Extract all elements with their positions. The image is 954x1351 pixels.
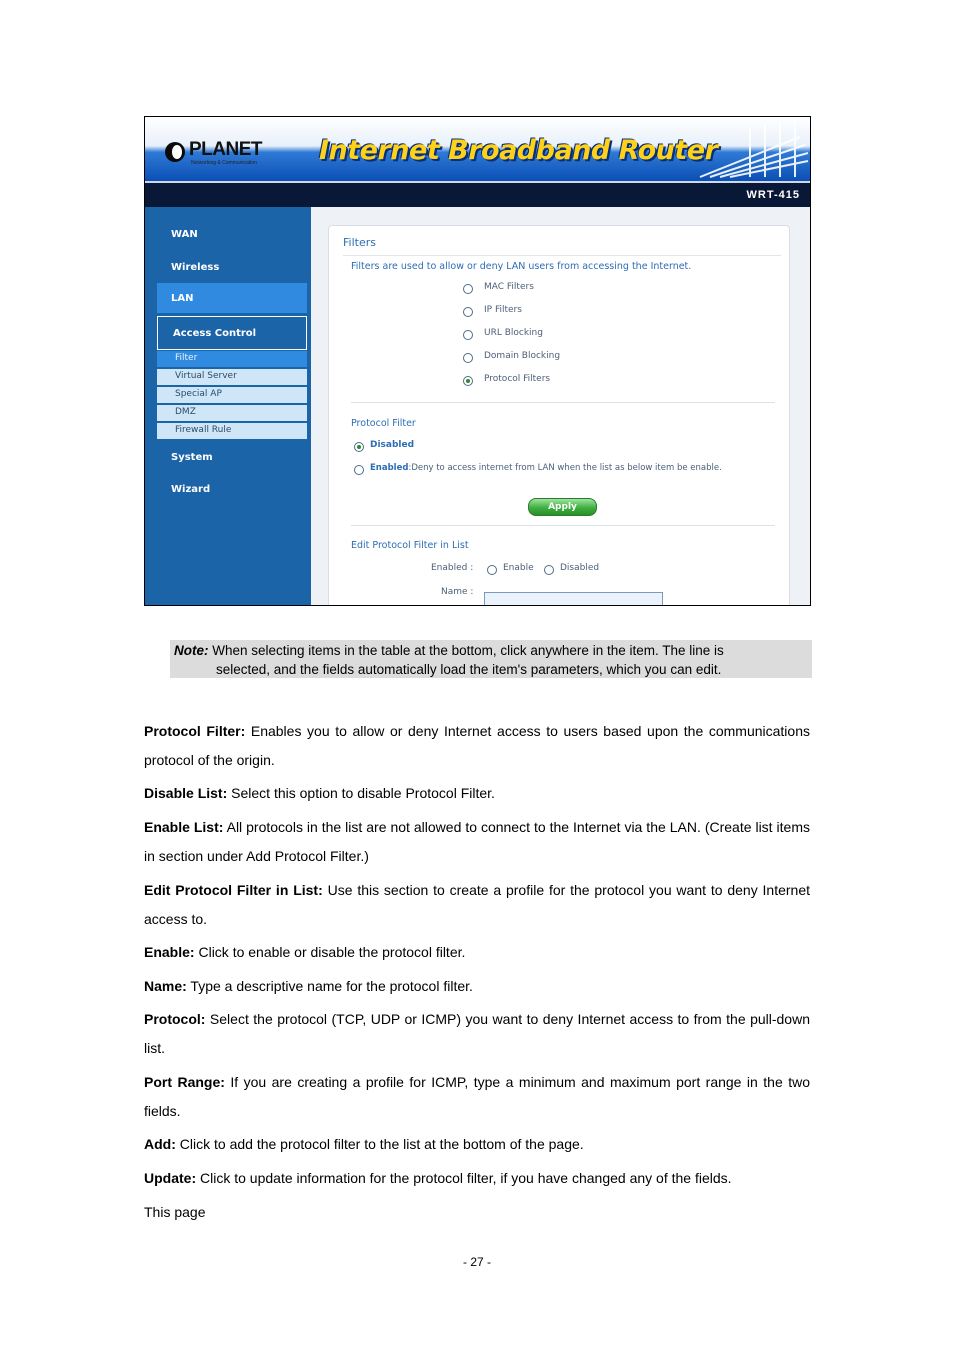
- section-divider: [351, 525, 775, 526]
- model-name: WRT-415: [746, 189, 800, 201]
- nav-wireless[interactable]: Wireless: [171, 262, 220, 273]
- sidebar: [145, 207, 311, 605]
- disabled-label: Disabled: [370, 440, 415, 450]
- nav-lan[interactable]: [157, 283, 307, 313]
- content-area: [311, 207, 810, 605]
- description: Click to update information for the protocol filter, if you have changed any of the fields.: [196, 1170, 732, 1186]
- note-text-1: When selecting items in the table at the bottom, click anywhere in the item. The line is: [208, 643, 724, 658]
- nav-lan-label: LAN: [171, 293, 194, 304]
- note-box: [170, 640, 812, 678]
- term: Add:: [144, 1136, 176, 1152]
- panel-title: Filters: [343, 236, 376, 249]
- radio-url-blocking[interactable]: [463, 330, 473, 340]
- paragraph-port-range: [144, 1068, 810, 1126]
- nav-access-control[interactable]: [157, 316, 307, 350]
- nav-sub-label: Virtual Server: [175, 371, 237, 381]
- note-line-2: selected, and the fields automatically load the item's parameters, which you can edit.: [216, 662, 722, 677]
- paragraph-protocol-filter: [144, 717, 810, 775]
- paragraph-disable-list: [144, 779, 810, 808]
- radio-enabled[interactable]: [354, 465, 364, 475]
- apply-button[interactable]: Apply: [528, 498, 597, 516]
- paragraph-enable-list: [144, 813, 810, 871]
- nav-sub-label: Special AP: [175, 389, 222, 399]
- nav-sub-virtual-server[interactable]: [157, 369, 307, 386]
- router-title: Internet Broadband Router: [319, 135, 718, 166]
- nav-access-control-label: Access Control: [173, 328, 257, 339]
- description: Select the protocol (TCP, UDP or ICMP) you want to deny Internet access to from the pull-down list.: [144, 1011, 810, 1056]
- option-protocol-filters: Protocol Filters: [484, 374, 551, 384]
- nav-system[interactable]: System: [171, 452, 213, 463]
- paragraph-update: [144, 1164, 810, 1193]
- paragraph-this-page: [144, 1198, 810, 1227]
- brand-name: PLANET: [189, 139, 262, 160]
- description: Enables you to allow or deny Internet access to users based upon the communications protocol of the origin.: [144, 723, 810, 768]
- nav-sub-special-ap[interactable]: [157, 387, 307, 404]
- description: Select this option to disable Protocol Filter.: [227, 785, 495, 801]
- router-banner: [145, 117, 810, 181]
- term: Edit Protocol Filter in List:: [144, 882, 323, 898]
- radio-mac-filters[interactable]: [463, 284, 473, 294]
- enabled-description: :Deny to access internet from LAN when the list as below item be enable.: [408, 463, 722, 473]
- description: If you are creating a profile for ICMP, type a minimum and maximum port range in the two fields.: [144, 1074, 810, 1119]
- term: Update:: [144, 1170, 197, 1186]
- option-domain-blocking: Domain Blocking: [484, 351, 561, 361]
- term: Enable:: [144, 944, 195, 960]
- note-label: Note:: [174, 643, 209, 658]
- paragraph-enable: [144, 938, 810, 967]
- building-graphic-icon: [690, 117, 810, 181]
- description: All protocols in the list are not allowed to connect to the Internet via the LAN. (Create list items in section under Add Protocol Filter.): [144, 819, 810, 864]
- option-url-blocking: URL Blocking: [484, 328, 543, 338]
- brand-subtitle: Networking & Communication: [191, 160, 257, 166]
- radio-domain-blocking[interactable]: [463, 353, 473, 363]
- name-input[interactable]: [484, 592, 663, 606]
- paragraph-protocol: [144, 1005, 810, 1063]
- panel-divider: [343, 255, 781, 256]
- description: Click to add the protocol filter to the list at the bottom of the page.: [175, 1136, 584, 1152]
- planet-logo: [165, 139, 275, 169]
- paragraph-edit-protocol: [144, 876, 810, 934]
- radio-enable[interactable]: [487, 565, 497, 575]
- section-divider: [351, 402, 775, 403]
- radio-protocol-filters[interactable]: [463, 376, 473, 386]
- option-mac-filters: MAC Filters: [484, 282, 534, 292]
- radio-disable[interactable]: [544, 565, 554, 575]
- description: This page: [144, 1204, 206, 1220]
- nav-sub-firewall-rule[interactable]: [157, 423, 307, 440]
- nav-sub-filter[interactable]: [157, 351, 307, 368]
- enabled-field-label: Enabled :: [431, 563, 474, 573]
- edit-protocol-heading: Edit Protocol Filter in List: [351, 540, 469, 551]
- radio-disabled[interactable]: [354, 442, 364, 452]
- model-bar: [145, 181, 810, 207]
- nav-sub-label: Filter: [175, 353, 198, 363]
- term: Disable List:: [144, 785, 228, 801]
- page-number: - 27 -: [462, 1255, 491, 1269]
- enable-option: Enable: [503, 563, 534, 573]
- nav-wizard[interactable]: Wizard: [171, 484, 211, 495]
- router-screenshot: [144, 116, 811, 606]
- planet-logo-icon: [165, 142, 185, 162]
- term: Port Range:: [144, 1074, 225, 1090]
- enabled-option: [370, 463, 722, 473]
- note-line-1: [174, 641, 724, 660]
- option-ip-filters: IP Filters: [484, 305, 522, 315]
- paragraph-add: [144, 1130, 810, 1159]
- paragraph-name: [144, 972, 810, 1001]
- nav-sub-label: Firewall Rule: [175, 425, 232, 435]
- term: Enable List:: [144, 819, 224, 835]
- description: Use this section to create a profile for the protocol you want to deny Internet access to.: [144, 882, 811, 927]
- term: Protocol:: [144, 1011, 206, 1027]
- nav-sub-label: DMZ: [175, 407, 196, 417]
- description: Click to enable or disable the protocol filter.: [194, 944, 466, 960]
- term: Name:: [144, 978, 187, 994]
- description: Type a descriptive name for the protocol filter.: [186, 978, 473, 994]
- protocol-filter-heading: Protocol Filter: [351, 418, 416, 429]
- nav-sub-dmz[interactable]: [157, 405, 307, 422]
- name-field-label: Name :: [441, 587, 474, 597]
- nav-wan[interactable]: WAN: [171, 229, 198, 240]
- term: Protocol Filter:: [144, 723, 246, 739]
- enabled-label: Enabled: [370, 463, 409, 473]
- disable-option: Disabled: [560, 563, 600, 573]
- filters-intro: Filters are used to allow or deny LAN users from accessing the Internet.: [351, 261, 692, 272]
- radio-ip-filters[interactable]: [463, 307, 473, 317]
- filters-panel: [328, 225, 790, 606]
